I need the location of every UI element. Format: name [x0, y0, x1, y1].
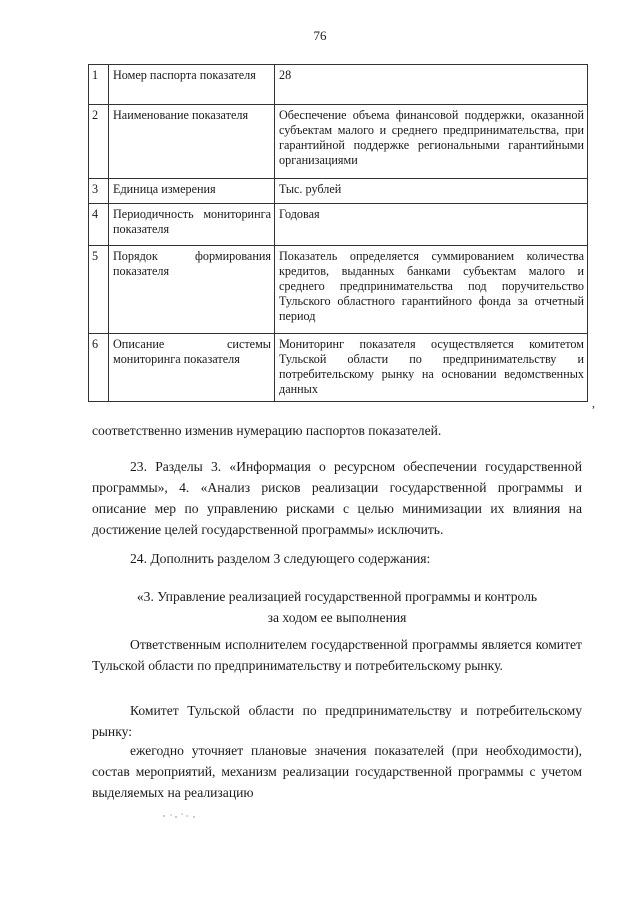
row-number: 3: [89, 179, 109, 204]
table-row: [89, 105, 588, 179]
table-row: [89, 204, 588, 246]
table-trailing-comma: ,: [592, 396, 595, 410]
row-value: 28: [275, 65, 588, 105]
paragraph-responsible-executor: [92, 634, 582, 676]
row-label: Номер паспорта показателя: [109, 65, 275, 105]
table-row: [89, 65, 588, 105]
row-value: Обеспечение объема финансовой поддержки, оказанной субъектам малого и среднего предпринимательства, при гарантийной поддержке региональными гарантийными организациями: [275, 105, 588, 179]
row-label: Порядок формирования показателя: [109, 246, 275, 334]
section-heading: [92, 586, 582, 628]
paragraph-annual-update: [92, 740, 582, 803]
row-number: 1: [89, 65, 109, 105]
paragraph-text: Комитет Тульской области по предпринимательству и потребительскому рынку:: [92, 703, 582, 739]
paragraph-text: 24. Дополнить разделом 3 следующего содержания:: [130, 551, 431, 566]
row-number: 5: [89, 246, 109, 334]
paragraph-text: 23. Разделы 3. «Информация о ресурсном обеспечении государственной программы», 4. «Анализ рисков реализации государственной программы и описание мер по управлению рисками с целью минимизации их влияния на достижение целей государственной программы» исключить.: [92, 459, 582, 537]
row-label: Периодичность мониторинга показателя: [109, 204, 275, 246]
row-label: Единица измерения: [109, 179, 275, 204]
paragraph-item-23: [92, 456, 582, 540]
row-value: Мониторинг показателя осуществляется комитетом Тульской области по предпринимательству и потребительскому рынку на основании ведомственных данных: [275, 334, 588, 402]
paragraph-committee: [92, 700, 582, 742]
paragraph-text: соответственно изменив нумерацию паспортов показателей.: [92, 423, 442, 438]
scan-speckle: [160, 812, 200, 820]
indicator-passport-table: [88, 64, 588, 402]
paragraph-item-24: [92, 548, 582, 569]
row-value: Годовая: [275, 204, 588, 246]
row-label: Описание системы мониторинга показателя: [109, 334, 275, 402]
paragraph-text: Ответственным исполнителем государственной программы является комитет Тульской области по предпринимательству и потребительскому рынку.: [92, 637, 582, 673]
table-row: [89, 179, 588, 204]
table-row: [89, 246, 588, 334]
paragraph-renumbering: [92, 420, 582, 441]
row-number: 4: [89, 204, 109, 246]
row-value: Тыс. рублей: [275, 179, 588, 204]
row-number: 2: [89, 105, 109, 179]
table-row: [89, 334, 588, 402]
heading-text: «3. Управление реализацией государственной программы и контроль за ходом ее выполнения: [136, 589, 538, 625]
page-number: 76: [313, 28, 327, 43]
row-label: Наименование показателя: [109, 105, 275, 179]
row-value: Показатель определяется суммированием количества кредитов, выданных банками субъектам малого и среднего предпринимательства под поручительство Тульского областного гарантийного фонда за отчетный период: [275, 246, 588, 334]
row-number: 6: [89, 334, 109, 402]
paragraph-text: ежегодно уточняет плановые значения показателей (при необходимости), состав мероприятий, механизм реализации государственной программы с учетом выделяемых на реализацию: [92, 743, 582, 800]
